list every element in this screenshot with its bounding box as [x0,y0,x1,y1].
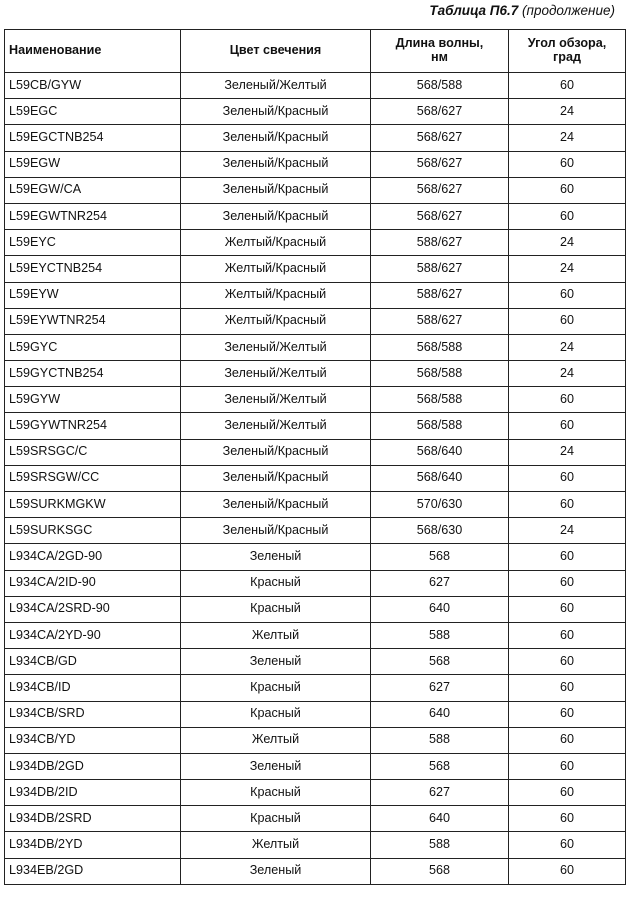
cell-name: L59SRSGC/C [5,439,181,465]
table-header [5,30,626,73]
cell-wavelength: 568/640 [371,465,509,491]
cell-angle: 60 [509,282,626,308]
table-row [5,596,626,622]
cell-angle: 24 [509,230,626,256]
cell-angle: 60 [509,492,626,518]
cell-name: L59SURKMGKW [5,492,181,518]
cell-wavelength: 640 [371,596,509,622]
cell-color: Зеленый/Красный [181,439,371,465]
table-caption-subtitle: (продолжение) [522,3,615,18]
cell-name: L934CB/SRD [5,701,181,727]
table-row [5,492,626,518]
cell-name: L934EB/2GD [5,858,181,884]
cell-wavelength: 568 [371,858,509,884]
cell-angle: 60 [509,465,626,491]
cell-color: Зеленый/Желтый [181,361,371,387]
cell-name: L934CA/2GD-90 [5,544,181,570]
cell-wavelength: 568/627 [371,99,509,125]
header-wavelength-unit: нм [431,50,448,64]
cell-wavelength: 588/627 [371,230,509,256]
cell-angle: 60 [509,151,626,177]
cell-name: L934CB/GD [5,649,181,675]
cell-wavelength: 588 [371,622,509,648]
cell-angle: 60 [509,596,626,622]
cell-color: Желтый [181,727,371,753]
header-wavelength-label: Длина волны, [395,36,484,51]
cell-color: Зеленый/Красный [181,203,371,229]
cell-angle: 60 [509,308,626,334]
cell-color: Желтый/Красный [181,256,371,282]
table-row [5,308,626,334]
cell-angle: 60 [509,780,626,806]
cell-name: L59GYC [5,334,181,360]
cell-wavelength: 588 [371,832,509,858]
cell-wavelength: 568/588 [371,334,509,360]
cell-angle: 60 [509,727,626,753]
cell-angle: 60 [509,649,626,675]
cell-wavelength: 588/627 [371,308,509,334]
cell-name: L59EGWTNR254 [5,203,181,229]
cell-angle: 60 [509,858,626,884]
cell-color: Зеленый/Красный [181,99,371,125]
cell-wavelength: 627 [371,675,509,701]
cell-wavelength: 568/627 [371,125,509,151]
cell-color: Зеленый/Красный [181,492,371,518]
cell-color: Зеленый/Красный [181,465,371,491]
cell-color: Зеленый/Желтый [181,334,371,360]
table-row [5,806,626,832]
cell-name: L934CA/2SRD-90 [5,596,181,622]
cell-name: L59EYCTNB254 [5,256,181,282]
table-row [5,282,626,308]
table-row [5,177,626,203]
cell-angle: 60 [509,832,626,858]
cell-color: Зеленый/Желтый [181,73,371,99]
cell-wavelength: 568/630 [371,518,509,544]
cell-angle: 24 [509,99,626,125]
cell-name: L934DB/2SRD [5,806,181,832]
header-row [5,30,626,73]
cell-wavelength: 568/627 [371,151,509,177]
cell-wavelength: 568/588 [371,73,509,99]
cell-wavelength: 568/627 [371,203,509,229]
cell-color: Зеленый/Желтый [181,413,371,439]
table-row [5,780,626,806]
table-row [5,99,626,125]
cell-color: Зеленый/Красный [181,125,371,151]
header-angle [509,30,626,73]
table-row [5,465,626,491]
cell-name: L934DB/2YD [5,832,181,858]
cell-wavelength: 568/588 [371,361,509,387]
cell-angle: 60 [509,701,626,727]
cell-angle: 60 [509,570,626,596]
cell-name: L59CB/GYW [5,73,181,99]
cell-color: Красный [181,701,371,727]
cell-color: Желтый/Красный [181,230,371,256]
table-row [5,858,626,884]
cell-color: Красный [181,596,371,622]
table-row [5,622,626,648]
cell-color: Красный [181,570,371,596]
cell-angle: 60 [509,806,626,832]
cell-angle: 60 [509,73,626,99]
cell-angle: 24 [509,125,626,151]
cell-color: Красный [181,780,371,806]
cell-angle: 60 [509,622,626,648]
table-row [5,544,626,570]
cell-name: L934CB/YD [5,727,181,753]
table-row [5,649,626,675]
cell-color: Зеленый [181,858,371,884]
table-caption-title: Таблица П6.7 [429,3,519,18]
cell-wavelength: 568 [371,544,509,570]
cell-wavelength: 570/630 [371,492,509,518]
cell-wavelength: 640 [371,701,509,727]
cell-wavelength: 568/588 [371,413,509,439]
cell-wavelength: 568/588 [371,387,509,413]
table-row [5,832,626,858]
cell-name: L59EYW [5,282,181,308]
cell-name: L59EGW/CA [5,177,181,203]
cell-wavelength: 640 [371,806,509,832]
table-row [5,518,626,544]
cell-wavelength: 588/627 [371,282,509,308]
cell-angle: 60 [509,203,626,229]
cell-color: Желтый/Красный [181,282,371,308]
led-spec-table [4,29,626,885]
table-row [5,334,626,360]
cell-angle: 24 [509,334,626,360]
cell-wavelength: 627 [371,570,509,596]
cell-name: L934DB/2GD [5,753,181,779]
table-caption [429,3,615,18]
header-angle-unit: град [553,50,581,64]
table-row [5,727,626,753]
cell-angle: 60 [509,753,626,779]
table-row [5,230,626,256]
table-row [5,701,626,727]
cell-name: L59EGC [5,99,181,125]
header-name [5,30,181,73]
table-row [5,675,626,701]
table-row [5,413,626,439]
cell-name: L59EGCTNB254 [5,125,181,151]
table-row [5,203,626,229]
cell-color: Желтый/Красный [181,308,371,334]
cell-angle: 24 [509,361,626,387]
cell-name: L59GYCTNB254 [5,361,181,387]
cell-color: Зеленый [181,753,371,779]
cell-angle: 24 [509,256,626,282]
cell-color: Красный [181,675,371,701]
table-row [5,256,626,282]
table-row [5,125,626,151]
cell-name: L59EYC [5,230,181,256]
cell-name: L934CA/2ID-90 [5,570,181,596]
table-row [5,151,626,177]
table-row [5,439,626,465]
cell-name: L59GYWTNR254 [5,413,181,439]
cell-color: Желтый [181,622,371,648]
cell-wavelength: 568/627 [371,177,509,203]
table-row [5,387,626,413]
cell-angle: 60 [509,675,626,701]
cell-color: Желтый [181,832,371,858]
table-row [5,570,626,596]
header-name-label: Наименование [9,43,102,58]
cell-name: L59SRSGW/CC [5,465,181,491]
cell-wavelength: 568/640 [371,439,509,465]
cell-color: Зеленый [181,649,371,675]
cell-wavelength: 588/627 [371,256,509,282]
cell-angle: 60 [509,387,626,413]
cell-color: Зеленый/Красный [181,151,371,177]
cell-wavelength: 588 [371,727,509,753]
cell-name: L59GYW [5,387,181,413]
header-wavelength [371,30,509,73]
cell-color: Зеленый [181,544,371,570]
header-color [181,30,371,73]
cell-wavelength: 627 [371,780,509,806]
header-angle-label: Угол обзора, [527,36,607,51]
cell-angle: 60 [509,544,626,570]
header-color-label: Цвет свечения [229,43,322,58]
cell-name: L59EGW [5,151,181,177]
cell-name: L59SURKSGC [5,518,181,544]
cell-name: L934DB/2ID [5,780,181,806]
cell-angle: 60 [509,413,626,439]
table-row [5,73,626,99]
cell-color: Зеленый/Желтый [181,387,371,413]
table-body [5,73,626,885]
cell-wavelength: 568 [371,753,509,779]
cell-name: L934CA/2YD-90 [5,622,181,648]
cell-name: L59EYWTNR254 [5,308,181,334]
cell-name: L934CB/ID [5,675,181,701]
cell-angle: 24 [509,518,626,544]
cell-color: Зеленый/Красный [181,518,371,544]
cell-angle: 24 [509,439,626,465]
cell-wavelength: 568 [371,649,509,675]
table-row [5,361,626,387]
cell-color: Зеленый/Красный [181,177,371,203]
cell-angle: 60 [509,177,626,203]
cell-color: Красный [181,806,371,832]
table-row [5,753,626,779]
